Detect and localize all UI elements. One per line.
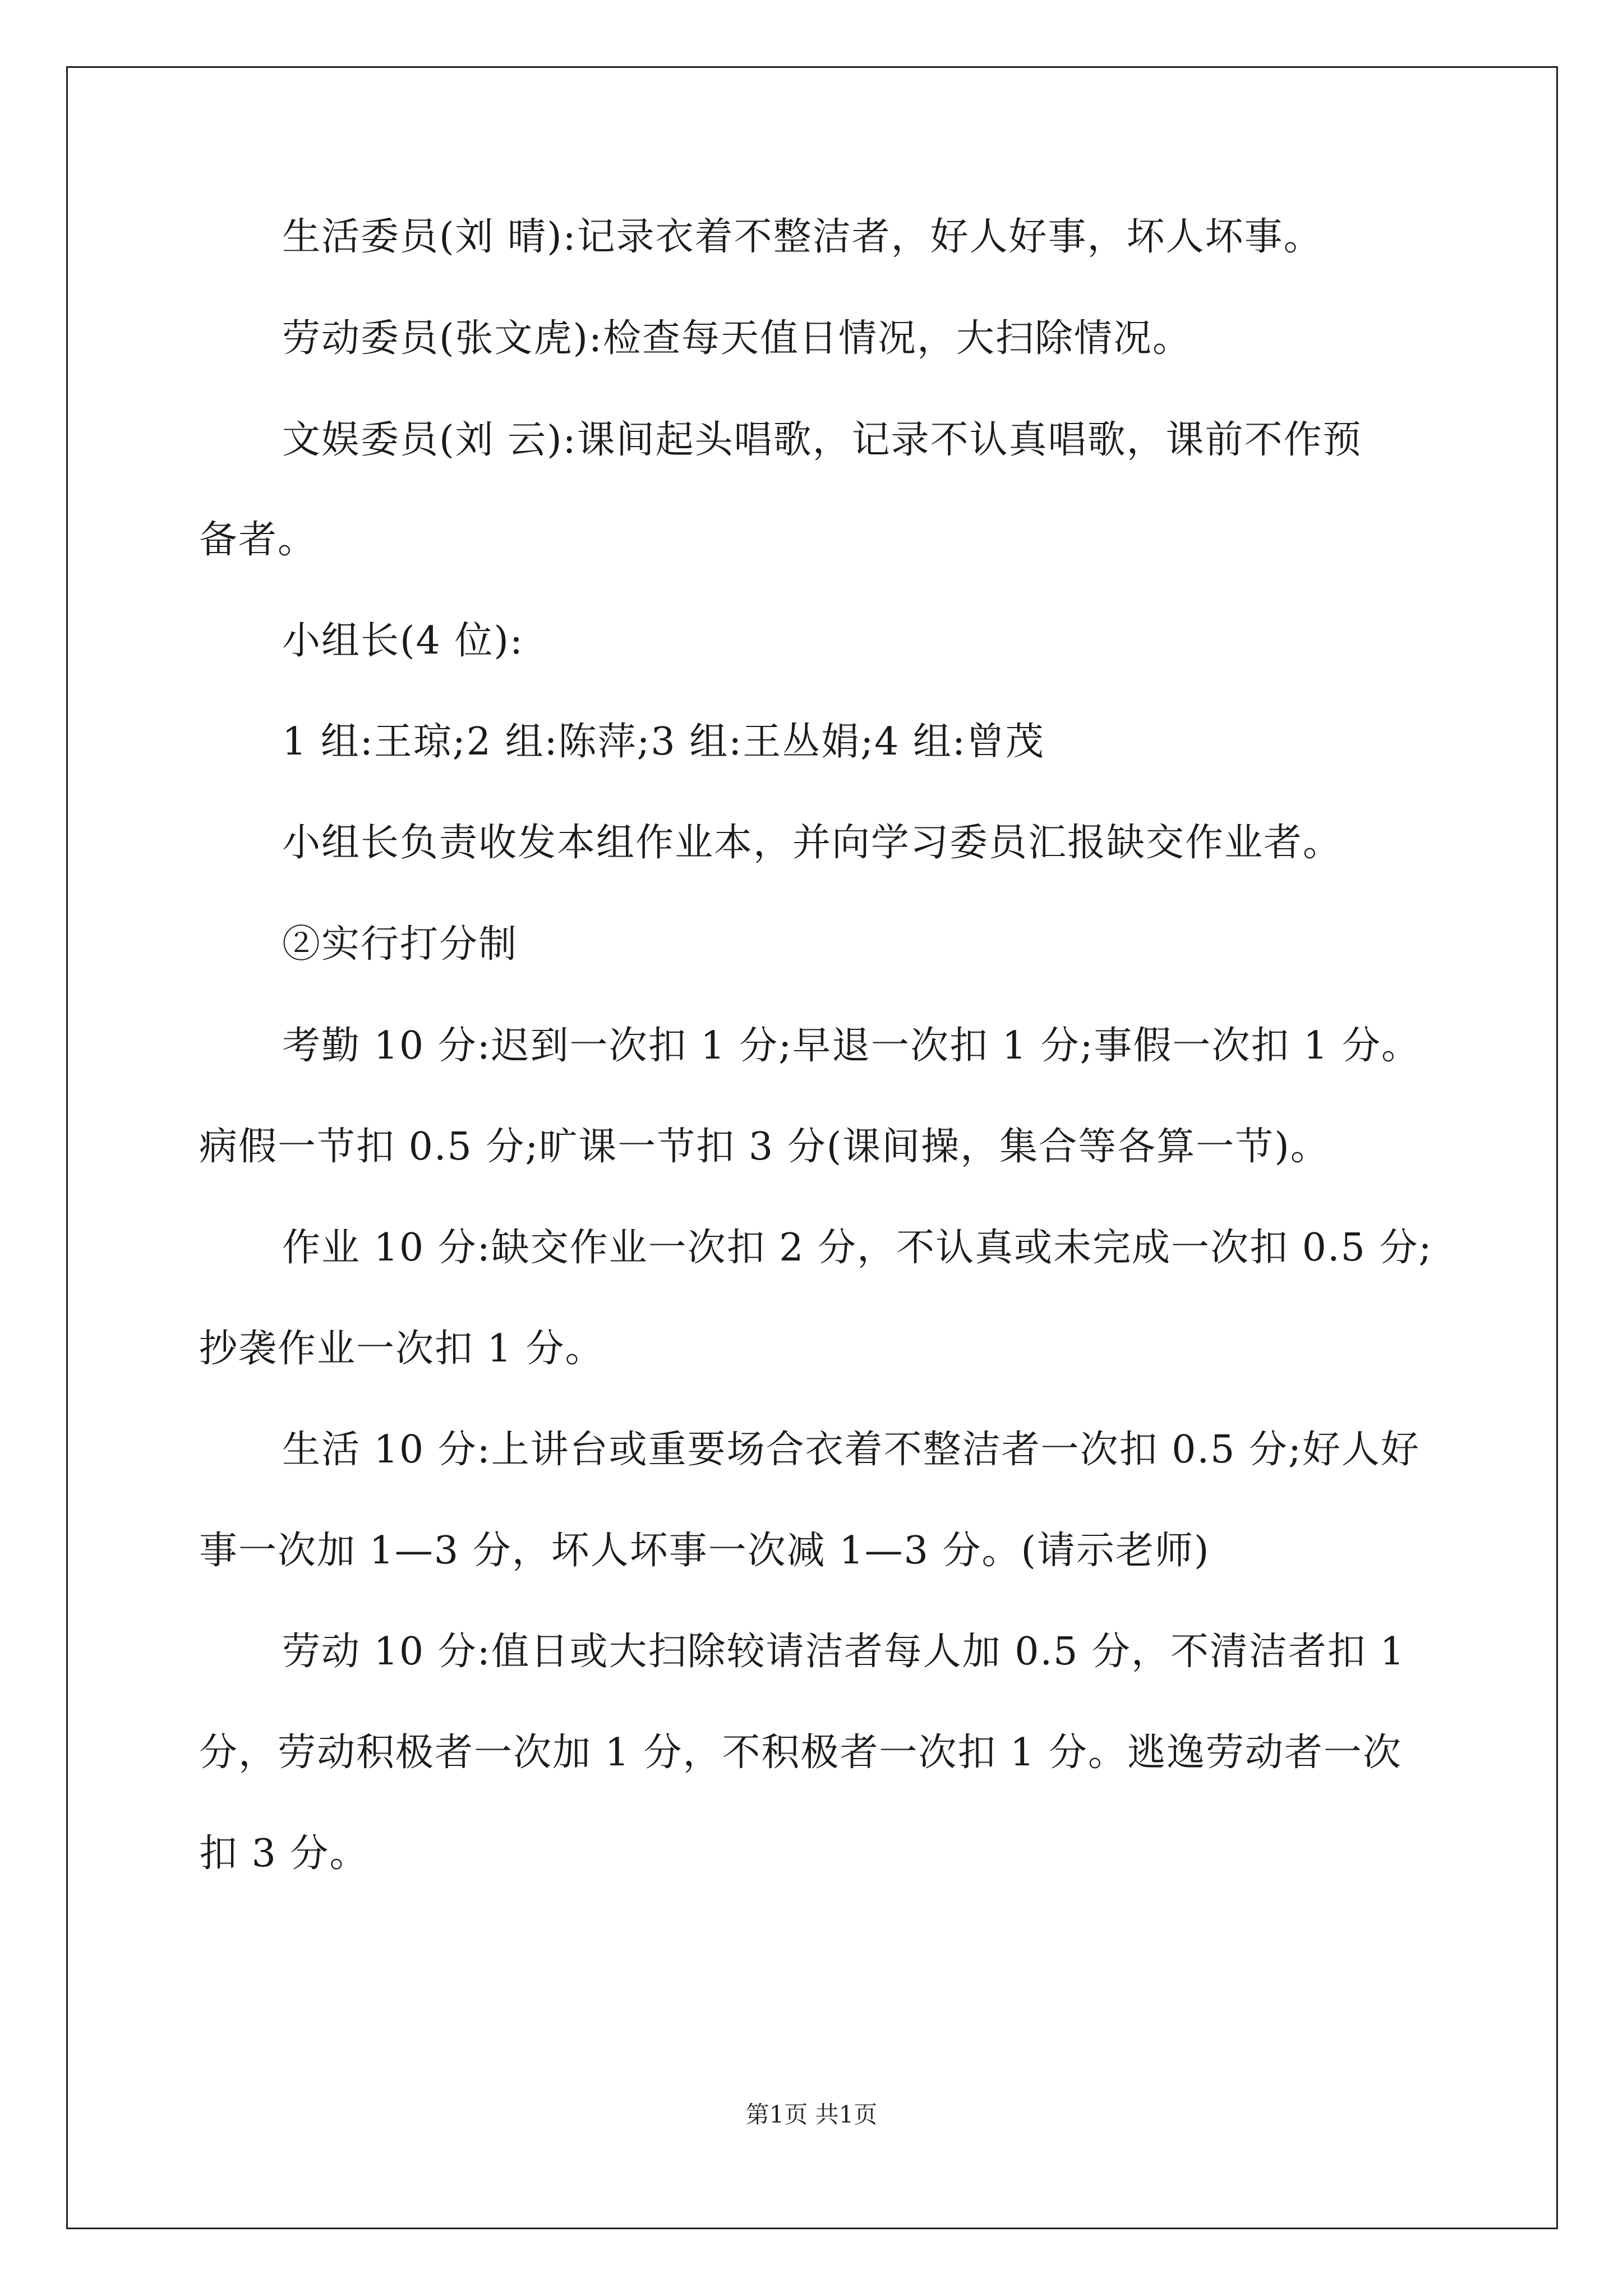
text-line: 作业 10 分:缺交作业一次扣 2 分，不认真或未完成一次扣 0.5 分; [282,1226,1433,1270]
text-line: 小组长(4 位): [282,619,524,663]
text-line: 分，劳动积极者一次加 1 分，不积极者一次扣 1 分。逃逸劳动者一次 [199,1731,1402,1775]
page-number-footer: 第1页 共1页 [745,2101,878,2128]
text-line: ②实行打分制 [282,922,518,967]
text-line: 扣 3 分。 [199,1832,369,1876]
text-line: 事一次加 1—3 分，坏人坏事一次减 1—3 分。(请示老师) [199,1529,1210,1573]
text-line: 抄袭作业一次扣 1 分。 [199,1327,605,1371]
text-line: 文娱委员(刘 云):课间起头唱歌，记录不认真唱歌，课前不作预 [282,418,1362,462]
text-line: 劳动 10 分:值日或大扫除较请洁者每人加 0.5 分，不清洁者扣 1 [282,1630,1405,1674]
text-line: 劳动委员(张文虎):检查每天值日情况，大扫除情况。 [282,316,1192,361]
text-line: 生活委员(刘 晴):记录衣着不整洁者，好人好事，坏人坏事。 [282,215,1323,259]
text-line: 考勤 10 分:迟到一次扣 1 分;早退一次扣 1 分;事假一次扣 1 分。 [282,1024,1421,1068]
text-line: 备者。 [199,518,317,562]
text-line: 病假一节扣 0.5 分;旷课一节扣 3 分(课间操，集合等各算一节)。 [199,1125,1330,1169]
text-line: 1 组:王琼;2 组:陈萍;3 组:王丛娟;4 组:曾茂 [282,720,1045,764]
text-line: 生活 10 分:上讲台或重要场合衣着不整洁者一次扣 0.5 分;好人好 [282,1428,1420,1472]
text-line: 小组长负责收发本组作业本，并向学习委员汇报缺交作业者。 [282,821,1343,865]
